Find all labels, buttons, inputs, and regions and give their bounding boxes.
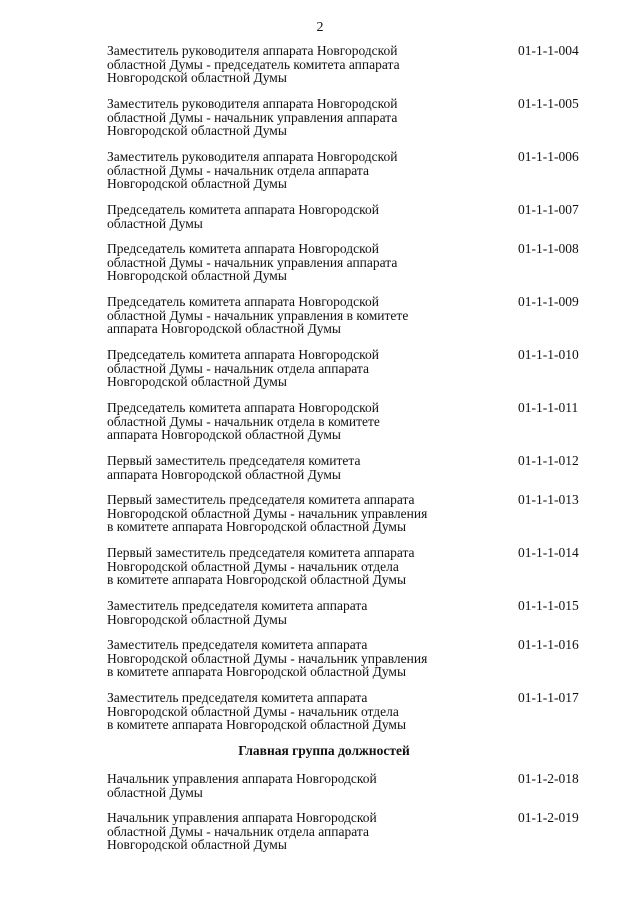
position-code: 01-1-1-007 [518,202,579,217]
position-title: Заместитель председателя комитета аппарата Новгородской областной Думы - начальник управления в комитете аппарата Новгородской областной Думы [107,637,428,680]
position-row [0,638,640,691]
position-row [0,150,640,203]
position-title: Начальник управления аппарата Новгородской областной Думы [107,771,377,800]
page-number: 2 [316,20,324,35]
position-code: 01-1-1-017 [518,690,579,705]
position-row [0,772,640,811]
position-list [0,44,640,864]
position-row [0,493,640,546]
position-title: Председатель комитета аппарата Новгородской областной Думы - начальник управления в комитете аппарата Новгородской областной Думы [107,294,409,337]
position-row [0,401,640,454]
position-code: 01-1-1-011 [518,400,579,415]
position-title: Первый заместитель председателя комитета аппарата Новгородской областной Думы - начальник отдела в комитете аппарата Новгородской областной Думы [107,545,415,588]
position-code: 01-1-1-010 [518,347,579,362]
position-row [0,97,640,150]
position-code: 01-1-1-016 [518,637,579,652]
group-heading: Главная группа должностей [238,743,410,758]
position-title: Начальник управления аппарата Новгородской областной Думы - начальник отдела аппарата Новгородской областной Думы [107,810,377,853]
position-title: Председатель комитета аппарата Новгородской областной Думы [107,202,380,231]
position-row [0,599,640,638]
position-code: 01-1-1-006 [518,149,579,164]
position-title: Заместитель руководителя аппарата Новгородской областной Думы - председатель комитета аппарата Новгородской областной Думы [107,43,400,86]
position-title: Заместитель председателя комитета аппарата Новгородской областной Думы [107,598,368,627]
position-row [0,242,640,295]
position-code: 01-1-1-004 [518,43,579,58]
position-code: 01-1-1-009 [518,294,579,309]
position-row [0,295,640,348]
position-row [0,546,640,599]
position-code: 01-1-1-013 [518,492,579,507]
position-row [0,811,640,864]
position-row [0,203,640,242]
position-title: Председатель комитета аппарата Новгородской областной Думы - начальник управления аппарата Новгородской областной Думы [107,241,398,284]
position-title: Заместитель руководителя аппарата Новгородской областной Думы - начальник управления аппарата Новгородской областной Думы [107,96,398,139]
position-code: 01-1-1-008 [518,241,579,256]
position-code: 01-1-1-012 [518,453,579,468]
position-row [0,348,640,401]
position-code: 01-1-2-018 [518,771,579,786]
position-row [0,454,640,493]
position-title: Первый заместитель председателя комитета аппарата Новгородской областной Думы - начальник управления в комитете аппарата Новгородской областной Думы [107,492,428,535]
position-row [0,44,640,97]
position-row [0,691,640,744]
position-title: Председатель комитета аппарата Новгородской областной Думы - начальник отдела аппарата Новгородской областной Думы [107,347,380,390]
position-code: 01-1-1-014 [518,545,579,560]
position-title: Первый заместитель председателя комитета аппарата Новгородской областной Думы [107,453,361,482]
position-code: 01-1-1-005 [518,96,579,111]
position-title: Председатель комитета аппарата Новгородской областной Думы - начальник отдела в комитете аппарата Новгородской областной Думы [107,400,380,443]
position-code: 01-1-1-015 [518,598,579,613]
position-code: 01-1-2-019 [518,810,579,825]
position-title: Заместитель председателя комитета аппарата Новгородской областной Думы - начальник отдела в комитете аппарата Новгородской областной Думы [107,690,407,733]
position-title: Заместитель руководителя аппарата Новгородской областной Думы - начальник отдела аппарата Новгородской областной Думы [107,149,398,192]
